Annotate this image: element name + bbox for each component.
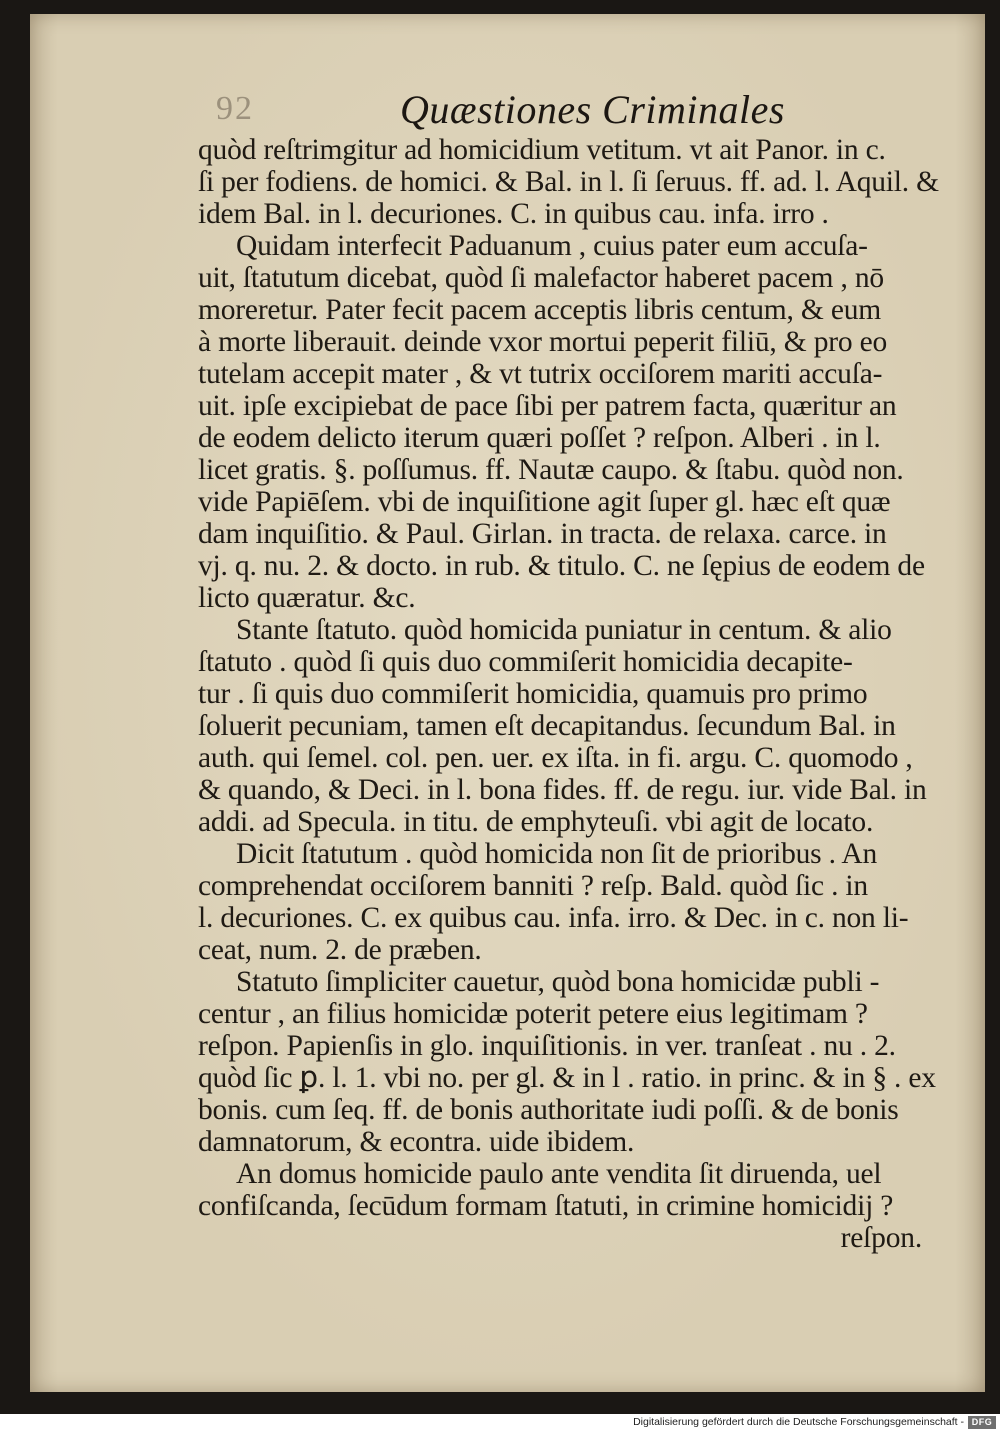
text-line: quòd ſic ꝑ. l. 1. vbi no. per gl. & in l . ratio. in princ. & in § . ex bbox=[198, 1062, 936, 1094]
dfg-logo-icon: DFG bbox=[968, 1416, 996, 1429]
text-line: idem Bal. in l. decuriones. C. in quibus cau. infa. irro . bbox=[198, 198, 829, 230]
paragraph-start-line: Quidam interfecit Paduanum , cuius pater eum accuſa- bbox=[236, 230, 868, 262]
text-line: de eodem delicto iterum quæri poſſet ? reſpon. Alberi . in l. bbox=[198, 422, 881, 454]
text-line: vide Papiēſem. vbi de inquiſitione agit ſuper gl. hæc eſt quæ bbox=[198, 486, 891, 518]
text-line: tutelam accepit mater , & vt tutrix occiſorem mariti accuſa- bbox=[198, 358, 883, 390]
text-line: l. decuriones. C. ex quibus cau. infa. irro. & Dec. in c. non li- bbox=[198, 902, 909, 934]
text-line: bonis. cum ſeq. ff. de bonis authoritate iudi poſſi. & de bonis bbox=[198, 1094, 899, 1126]
text-line: comprehendat occiſorem banniti ? reſp. Bald. quòd ſic . in bbox=[198, 870, 868, 902]
text-line: ſtatuto . quòd ſi quis duo commiſerit homicidia decapite- bbox=[198, 646, 853, 678]
paragraph-start-line: Stante ſtatuto. quòd homicida puniatur in centum. & alio bbox=[236, 614, 892, 646]
paragraph-start-line: An domus homicide paulo ante vendita ſit diruenda, uel bbox=[236, 1158, 882, 1190]
text-line: licet gratis. §. poſſumus. ff. Nautæ caupo. & ſtabu. quòd non. bbox=[198, 454, 904, 486]
text-line: ceat, num. 2. de præben. bbox=[198, 934, 482, 966]
text-line: reſpon. Papienſis in glo. inquiſitionis. in ver. tranſeat . nu . 2. bbox=[198, 1030, 896, 1062]
text-line: ſi per fodiens. de homici. & Bal. in l. ſi ſeruus. ff. ad. l. Aquil. & bbox=[198, 166, 939, 198]
running-title: Quæstiones Criminales bbox=[400, 87, 785, 132]
paragraph-start-line: Statuto ſimpliciter cauetur, quòd bona homicidæ publi - bbox=[236, 966, 880, 998]
text-line: & quando, & Deci. in l. bona fides. ff. de regu. iur. vide Bal. in bbox=[198, 774, 927, 806]
digitization-footer bbox=[0, 1414, 1000, 1432]
main-text bbox=[198, 134, 950, 1294]
text-line: tur . ſi quis duo commiſerit homicidia, quamuis pro primo bbox=[198, 678, 868, 710]
text-line: addi. ad Specula. in titu. de emphyteuſi. vbi agit de locato. bbox=[198, 806, 874, 838]
page-number: 92 bbox=[216, 90, 254, 127]
book-page bbox=[30, 14, 985, 1392]
paragraph-start-line: Dicit ſtatutum . quòd homicida non ſit de prioribus . An bbox=[236, 838, 878, 870]
footer-credit: Digitalisierung gefördert durch die Deutsche Forschungsgemeinschaft - bbox=[633, 1416, 964, 1428]
text-line: quòd reſtrimgitur ad homicidium vetitum. vt ait Panor. in c. bbox=[198, 134, 886, 166]
text-line: licto quæratur. &c. bbox=[198, 582, 416, 614]
text-line: moreretur. Pater fecit pacem acceptis libris centum, & eum bbox=[198, 294, 882, 326]
text-line: confiſcanda, ſecūdum formam ſtatuti, in crimine homicidij ? bbox=[198, 1190, 894, 1222]
text-line: damnatorum, & econtra. uide ibidem. bbox=[198, 1126, 635, 1158]
text-line: à morte liberauit. deinde vxor mortui peperit filiū, & pro eo bbox=[198, 326, 888, 358]
text-line: ſoluerit pecuniam, tamen eſt decapitandus. ſecundum Bal. in bbox=[198, 710, 896, 742]
text-line: centur , an filius homicidæ poterit petere eius legitimam ? bbox=[198, 998, 868, 1030]
text-line: vj. q. nu. 2. & docto. in rub. & titulo. C. ne ſępius de eodem de bbox=[198, 550, 925, 582]
text-line: dam inquiſitio. & Paul. Girlan. in tracta. de relaxa. carce. in bbox=[198, 518, 887, 550]
text-line: uit, ſtatutum dicebat, quòd ſi malefactor haberet pacem , nō bbox=[198, 262, 884, 294]
text-line: uit. ipſe excipiebat de pace ſibi per patrem facta, quæritur an bbox=[198, 390, 897, 422]
catchword: reſpon. bbox=[840, 1222, 922, 1254]
text-line: auth. qui ſemel. col. pen. uer. ex iſta. in fi. argu. C. quomodo , bbox=[198, 742, 913, 774]
